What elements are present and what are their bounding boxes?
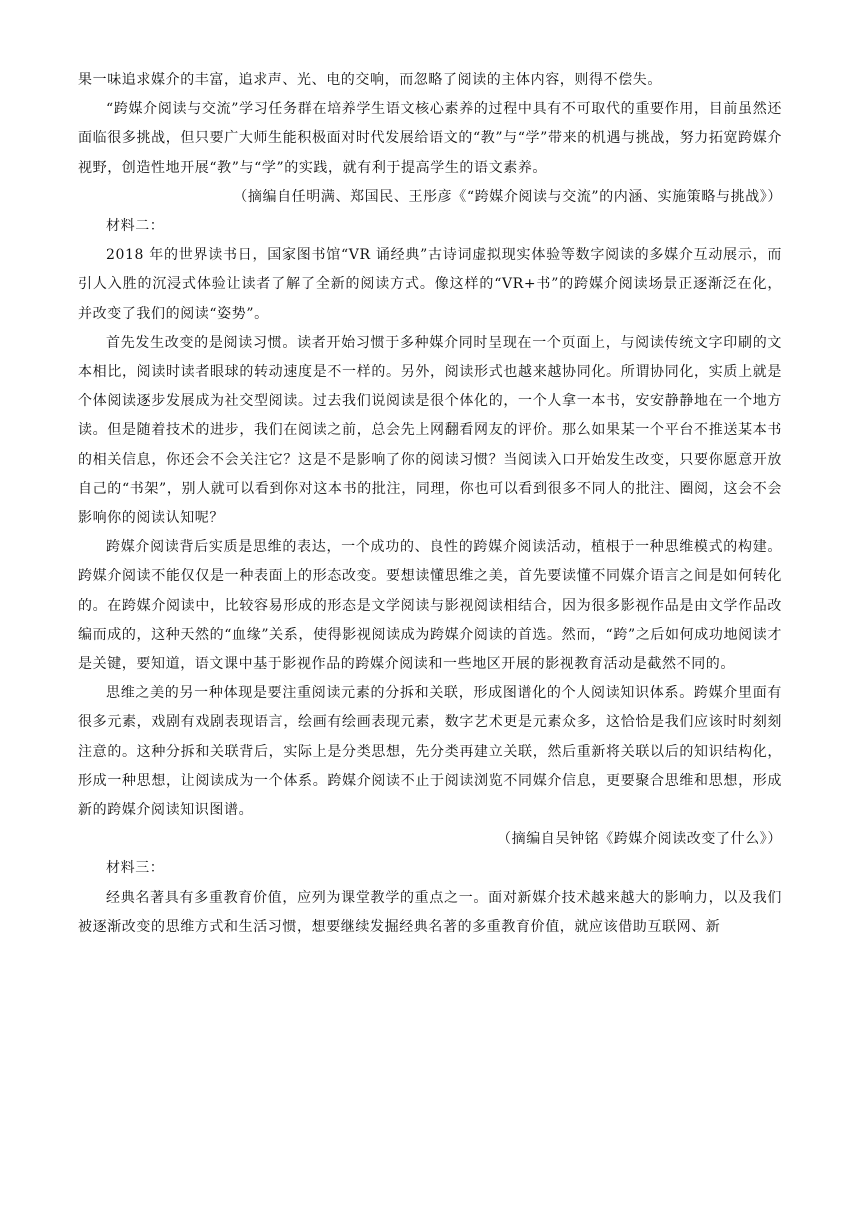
paragraph-thinking-expression: 跨媒介阅读背后实质是思维的表达，一个成功的、良性的跨媒介阅读活动，植根于一种思维模式的构建。跨媒介阅读不能仅仅是一种表面上的形态改变。要想读懂思维之美，首先要读懂不同媒介语言之间是如何转化的。在跨媒介阅读中，比较容易形成的形态是文学阅读与影视阅读相结合，因为很多影视作品是由文学作品改编而成的，这种天然的“血缘”关系，使得影视阅读成为跨媒介阅读的首选。然而，“跨”之后如何成功地阅读才是关键，要知道，语文课中基于影视作品的跨媒介阅读和一些地区开展的影视教育活动是截然不同的。 bbox=[78, 539, 782, 673]
paragraph-vr-reading: 2018 年的世界读书日，国家图书馆“VR 诵经典”古诗词虚拟现实体验等数字阅读的多媒介互动展示，而引人入胜的沉浸式体验让读者了解了全新的阅读方式。像这样的“VR+书”的跨媒介阅读场景正逐渐泛在化，并改变了我们的阅读“姿势”。 bbox=[78, 247, 782, 322]
paragraph-task-group: “跨媒介阅读与交流”学习任务群在培养学生语文核心素养的过程中具有不可取代的重要作用，目前虽然还面临很多挑战，但只要广大师生能积极面对时代发展给语文的“教”与“学”带来的机遇与挑战，努力拓宽跨媒介视野，创造性地开展“教”与“学”的实践，就有利于提高学生的语文素养。 bbox=[78, 101, 782, 176]
source-citation-2: （摘编自吴钟铭《跨媒介阅读改变了什么》） bbox=[497, 831, 782, 848]
document-page bbox=[78, 66, 782, 942]
paragraph-reading-habits: 首先发生改变的是阅读习惯。读者开始习惯于多种媒介同时呈现在一个页面上，与阅读传统文字印刷的文本相比，阅读时读者眼球的转动速度是不一样的。另外，阅读形式也越来越协同化。所谓协同化，实质上就是个体阅读逐步发展成为社交型阅读。过去我们说阅读是很个体化的，一个人拿一本书，安安静静地在一个地方读。但是随着技术的进步，我们在阅读之前，总会先上网翻看网友的评价。那么如果某一个平台不推送某本书的相关信息，你还会不会关注它？这是不是影响了你的阅读习惯？当阅读入口开始发生改变，只要你愿意开放自己的“书架”，别人就可以看到你对这本书的批注，同理，你也可以看到很多不同人的批注、圈阅，这会不会影响你的阅读认知呢？ bbox=[78, 334, 782, 527]
material-three-heading: 材料三： bbox=[106, 860, 165, 877]
material-two-heading: 材料二： bbox=[106, 218, 165, 235]
paragraph-thinking-beauty: 思维之美的另一种体现是要注重阅读元素的分拆和关联，形成图谱化的个人阅读知识体系。跨媒介里面有很多元素，戏剧有戏剧表现语言，绘画有绘画表现元素，数字艺术更是元素众多，这恰恰是我们应该时时刻刻注意的。这种分拆和关联背后，实际上是分类思想，先分类再建立关联，然后重新将关联以后的知识结构化，形成一种思想，让阅读成为一个体系。跨媒介阅读不止于阅读浏览不同媒介信息，更要聚合思维和思想，形成新的跨媒介阅读知识图谱。 bbox=[78, 685, 782, 819]
paragraph-classics: 经典名著具有多重教育价值，应列为课堂教学的重点之一。面对新媒介技术越来越大的影响力，以及我们被逐渐改变的思维方式和生活习惯，想要继续发掘经典名著的多重教育价值，就应该借助互联网、新 bbox=[78, 889, 782, 935]
source-citation-1: （摘编自任明满、郑国民、王彤彦《“跨媒介阅读与交流”的内涵、实施策略与挑战》） bbox=[233, 188, 782, 205]
paragraph-continued: 果一味追求媒介的丰富，追求声、光、电的交响，而忽略了阅读的主体内容，则得不偿失。 bbox=[78, 72, 662, 88]
